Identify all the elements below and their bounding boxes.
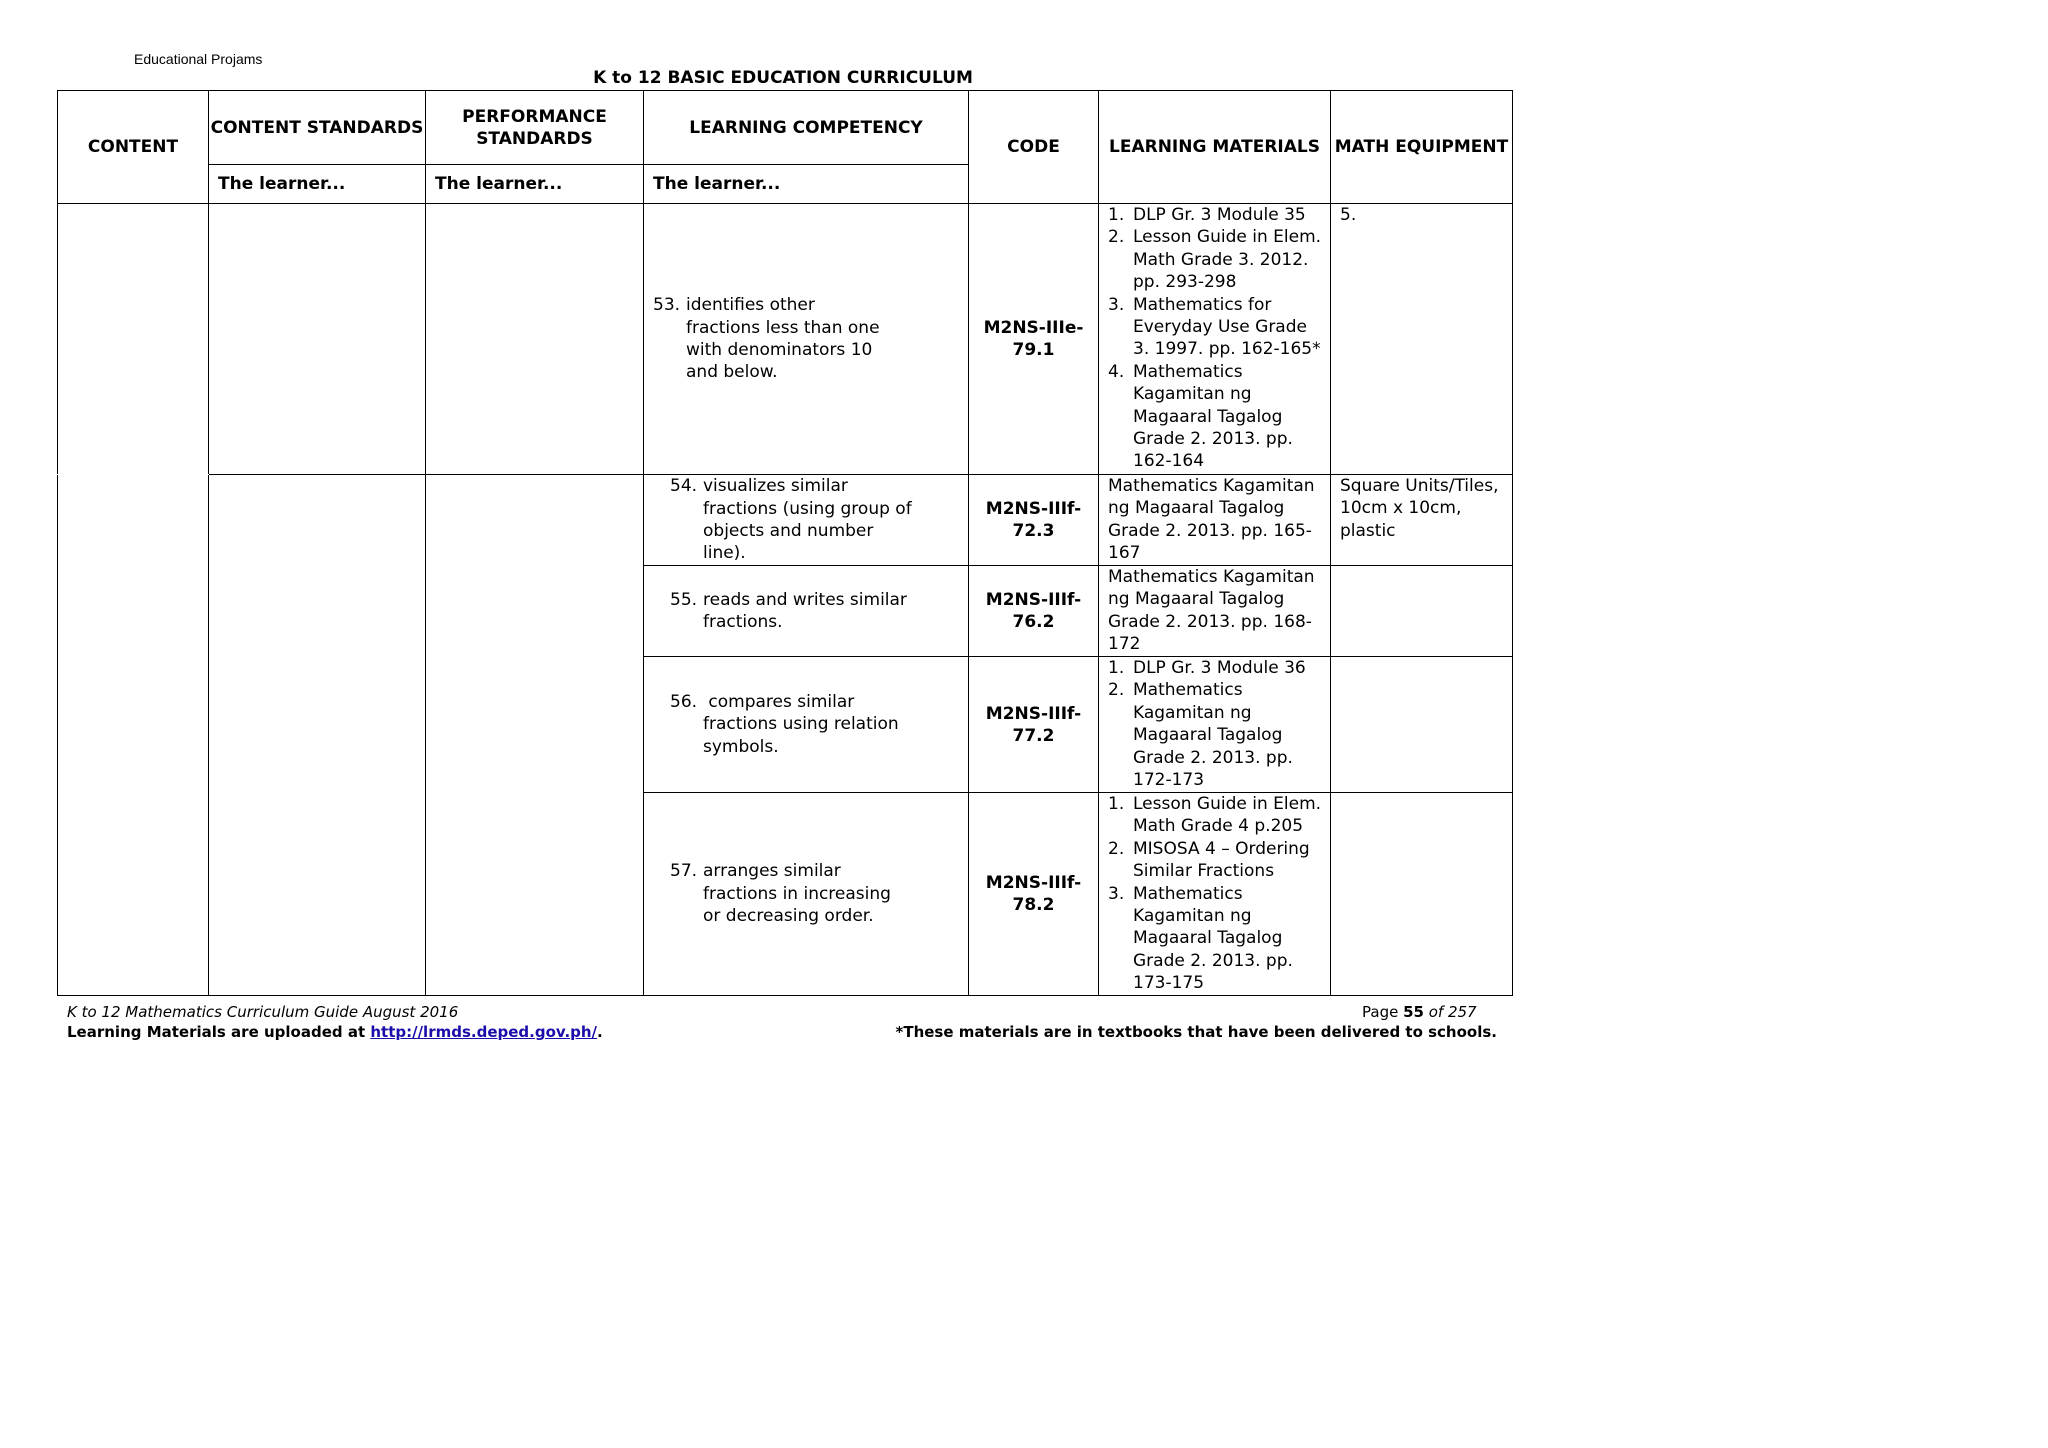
footer-guide: K to 12 Mathematics Curriculum Guide August 2016 [67, 1003, 459, 1021]
equipment-text: 5. [1340, 205, 1357, 225]
equipment-cell [1331, 566, 1513, 657]
competency-text: compares similar fractions using relation symbols. [703, 691, 905, 757]
materials-cell [1099, 475, 1331, 566]
materials-cell [1099, 793, 1331, 996]
footer-uploaded [67, 1023, 603, 1041]
performance-standards-cell [426, 475, 644, 996]
header-content-standards: CONTENT STANDARDS [209, 91, 426, 165]
list-item: 2. MISOSA 4 – Ordering Similar Fractions [1108, 838, 1310, 882]
header-learning-materials: LEARNING MATERIALS [1099, 91, 1331, 204]
lrmds-link[interactable]: http://lrmds.deped.gov.ph/ [370, 1023, 598, 1041]
materials-text: Mathematics Kagamitan ng Magaaral Tagalog Grade 2. 2013. pp. 168-172 [1108, 567, 1315, 655]
table-row [58, 475, 1513, 566]
competency-number: 56. [670, 691, 698, 712]
header-math-equipment: MATH EQUIPMENT [1331, 91, 1513, 204]
competency-text: arranges similar fractions in increasing or decreasing order. [703, 861, 891, 927]
competency-code: M2NS-IIIe-79.1 [983, 318, 1084, 360]
curriculum-table [57, 90, 1513, 996]
competency-code: M2NS-IIIf-72.3 [985, 499, 1082, 541]
equipment-cell [1331, 475, 1513, 566]
competency-number: 53. [653, 295, 681, 316]
footer-note: *These materials are in textbooks that have been delivered to schools. [895, 1023, 1497, 1041]
competency-number: 57. [670, 861, 698, 882]
competency-cell [644, 793, 969, 996]
content-standards-cell [209, 475, 426, 996]
performance-standards-learner: The learner... [426, 165, 644, 204]
document-title: K to 12 BASIC EDUCATION CURRICULUM [593, 68, 973, 88]
materials-list [1099, 793, 1330, 995]
code-cell [969, 657, 1099, 793]
materials-list [1099, 204, 1330, 473]
equipment-cell [1331, 657, 1513, 793]
list-item: 3. Mathematics Kagamitan ng Magaaral Tagalog Grade 2. 2013. pp. 173-175 [1108, 883, 1293, 994]
code-cell [969, 204, 1099, 475]
page-total: of 257 [1423, 1003, 1477, 1021]
learning-competency-learner: The learner... [644, 165, 969, 204]
list-item: 1. DLP Gr. 3 Module 36 [1108, 658, 1306, 678]
page-number [1362, 1003, 1477, 1021]
list-item: 3. Mathematics for Everyday Use Grade 3. 1997. pp. 162-165* [1108, 294, 1321, 360]
competency-cell [644, 204, 969, 475]
materials-cell [1099, 566, 1331, 657]
materials-cell [1099, 204, 1331, 475]
equipment-cell [1331, 204, 1513, 475]
code-cell [969, 475, 1099, 566]
list-item: 1. DLP Gr. 3 Module 35 [1108, 205, 1306, 225]
materials-list [1099, 657, 1330, 791]
competency-number: 55. [670, 589, 698, 610]
content-cell [58, 475, 209, 996]
competency-text: visualizes similar fractions (using group of objects and number line). [703, 476, 912, 564]
competency-code: M2NS-IIIf-78.2 [985, 873, 1082, 915]
page-current: 55 [1403, 1003, 1424, 1021]
competency-text: reads and writes similar fractions. [703, 589, 907, 632]
header-performance-standards: PERFORMANCE STANDARDS [426, 91, 644, 165]
competency-cell [644, 475, 969, 566]
competency-code: M2NS-IIIf-77.2 [985, 703, 1082, 746]
footer-uploaded-suffix: . [597, 1023, 603, 1041]
competency-cell [644, 657, 969, 793]
competency-code: M2NS-IIIf-76.2 [985, 590, 1082, 632]
header-learning-competency: LEARNING COMPETENCY [644, 91, 969, 165]
content-standards-learner: The learner... [209, 165, 426, 204]
table-row [58, 204, 1513, 475]
content-cell [58, 204, 209, 475]
footer-uploaded-text: Learning Materials are uploaded at [67, 1023, 371, 1041]
code-cell [969, 566, 1099, 657]
performance-standards-cell [426, 204, 644, 475]
competency-number: 54. [670, 476, 698, 497]
equipment-text: Square Units/Tiles, 10cm x 10cm, plastic [1340, 476, 1499, 541]
header-content: CONTENT [58, 91, 209, 204]
competency-text: identifies other fractions less than one with denominators 10 and below. [686, 295, 880, 383]
content-standards-cell [209, 204, 426, 475]
list-item: 1. Lesson Guide in Elem. Math Grade 4 p.205 [1108, 794, 1322, 837]
page-label: Page [1362, 1003, 1404, 1021]
list-item: 2. Mathematics Kagamitan ng Magaaral Tagalog Grade 2. 2013. pp. 172-173 [1108, 680, 1293, 791]
header-code: CODE [969, 91, 1099, 204]
list-item: 2. Lesson Guide in Elem. Math Grade 3. 2012. pp. 293-298 [1108, 227, 1322, 293]
code-cell [969, 793, 1099, 996]
materials-text: Mathematics Kagamitan ng Magaaral Tagalog Grade 2. 2013. pp. 165-167 [1108, 476, 1315, 564]
equipment-cell [1331, 793, 1513, 996]
watermark: Educational Projams [134, 51, 263, 67]
materials-cell [1099, 657, 1331, 793]
list-item: 4. Mathematics Kagamitan ng Magaaral Tagalog Grade 2. 2013. pp. 162-164 [1108, 361, 1293, 472]
competency-cell [644, 566, 969, 657]
